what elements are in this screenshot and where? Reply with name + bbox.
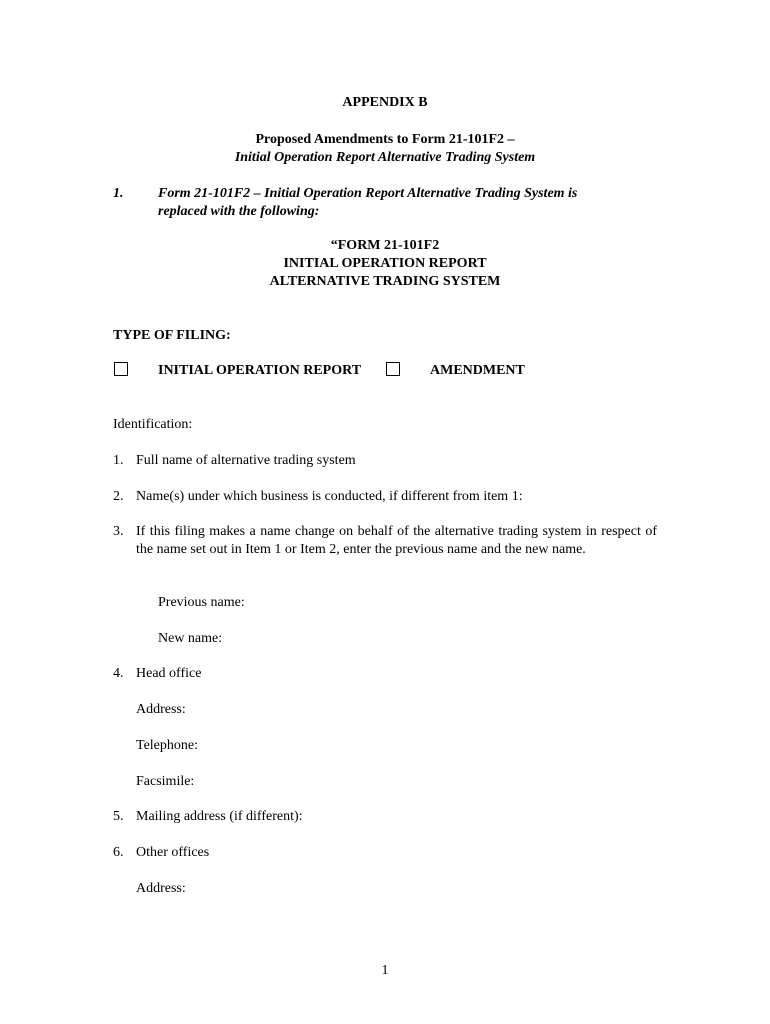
- item-4-text: Head office: [136, 666, 202, 681]
- identification-heading: Identification:: [113, 417, 193, 432]
- amendment-checkbox[interactable]: [386, 362, 400, 376]
- item-3-text: If this filing makes a name change on behalf of the alternative trading system in respect of the name set out in Item 1 or Item 2, enter the previous name and the new name.: [136, 524, 657, 557]
- item-2-number: 2.: [113, 489, 124, 504]
- subtitle-line-1: Proposed Amendments to Form 21-101F2 –: [255, 132, 515, 147]
- initial-operation-report-checkbox[interactable]: [114, 362, 128, 376]
- item-2-text: Name(s) under which business is conducted, if different from item 1:: [136, 489, 523, 504]
- item-6-text: Other offices: [136, 845, 210, 860]
- page-number: 1: [381, 963, 389, 978]
- item-6-number: 6.: [113, 845, 124, 860]
- item-1-number: 1.: [113, 453, 124, 468]
- section-text-line-1: Form 21-101F2 – Initial Operation Report Alternative Trading System is: [158, 186, 578, 201]
- form-title-line-3: ALTERNATIVE TRADING SYSTEM: [269, 274, 501, 289]
- item-1-text: Full name of alternative trading system: [136, 453, 356, 468]
- item-4-number: 4.: [113, 666, 124, 681]
- section-text-line-2: replaced with the following:: [158, 204, 320, 219]
- form-title-line-2: INITIAL OPERATION REPORT: [283, 256, 487, 271]
- head-office-facsimile-label: Facsimile:: [136, 774, 195, 789]
- item-5-text: Mailing address (if different):: [136, 809, 303, 824]
- type-of-filing-heading: TYPE OF FILING:: [113, 328, 231, 343]
- item-3-number: 3.: [113, 524, 124, 539]
- other-offices-address-label: Address:: [136, 881, 186, 896]
- form-title-line-1: “FORM 21-101F2: [330, 238, 440, 253]
- amendment-label: AMENDMENT: [430, 363, 525, 378]
- new-name-label: New name:: [158, 631, 223, 646]
- previous-name-label: Previous name:: [158, 595, 245, 610]
- appendix-title: APPENDIX B: [342, 95, 428, 110]
- item-5-number: 5.: [113, 809, 124, 824]
- head-office-telephone-label: Telephone:: [136, 738, 198, 753]
- head-office-address-label: Address:: [136, 702, 186, 717]
- section-number: 1.: [113, 186, 124, 201]
- initial-operation-report-label: INITIAL OPERATION REPORT: [158, 363, 362, 378]
- subtitle-line-2: Initial Operation Report Alternative Trading System: [234, 150, 536, 165]
